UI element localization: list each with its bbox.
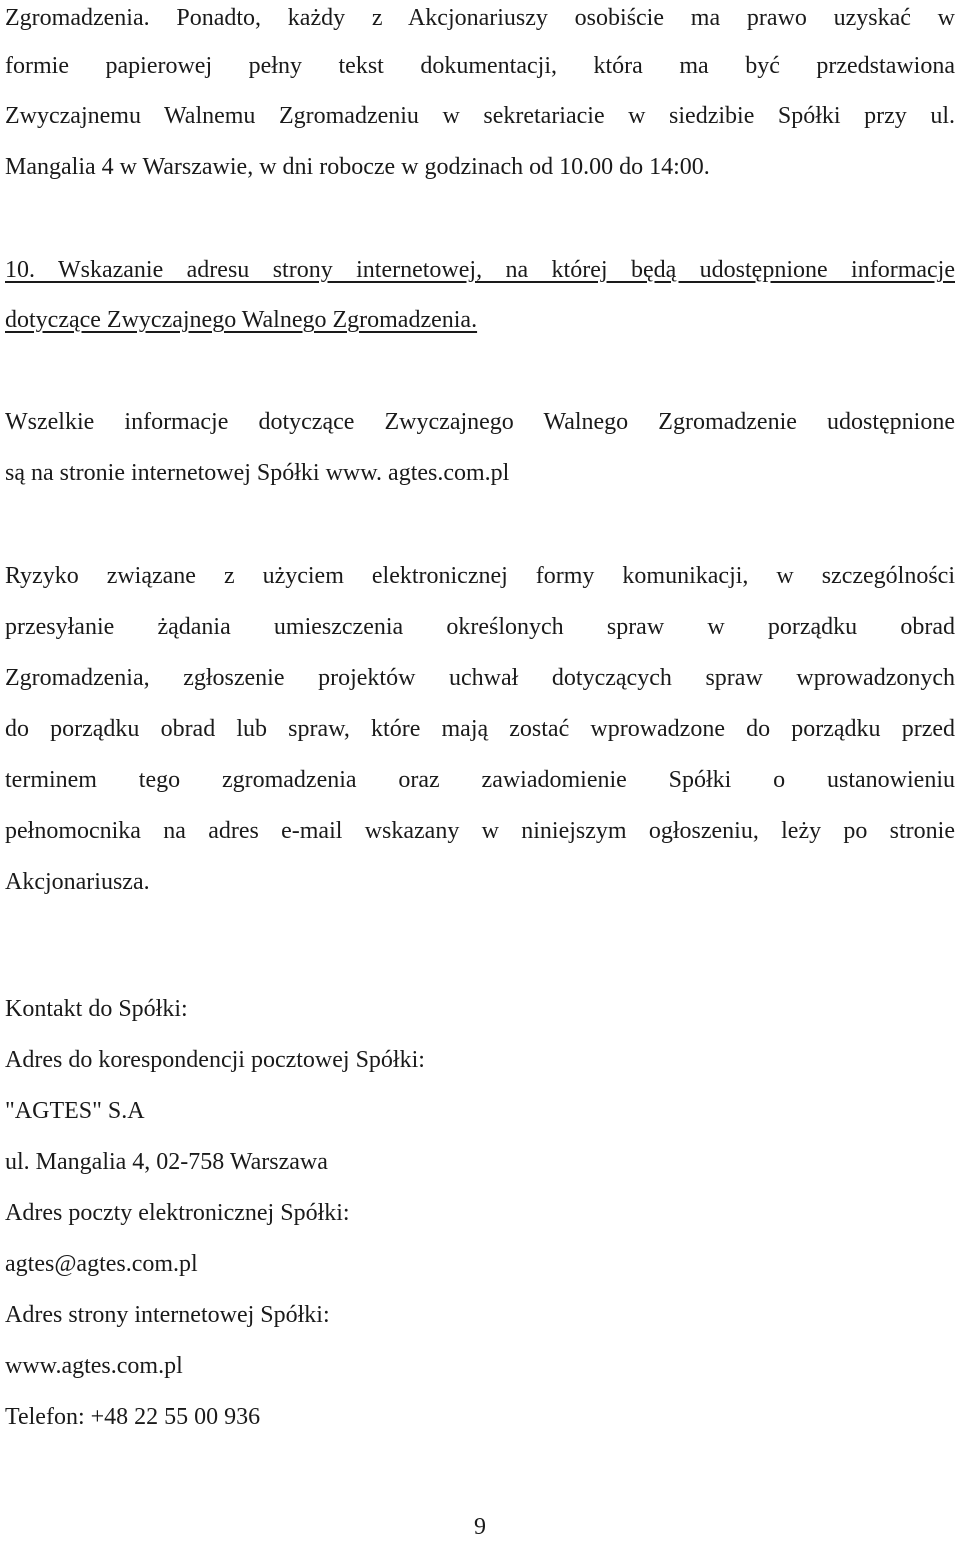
risk-line-3: Zgromadzenia, zgłoszenie projektów uchwał dotyczących spraw wprowadzonych <box>5 665 955 691</box>
contact-title: Kontakt do Spółki: <box>5 996 188 1022</box>
intro-line-4: Mangalia 4 w Warszawie, w dni robocze w godzinach od 10.00 do 14:00. <box>5 154 710 180</box>
page-number: 9 <box>474 1514 486 1540</box>
risk-line-5: terminem tego zgromadzenia oraz zawiadomienie Spółki o ustanowieniu <box>5 767 955 793</box>
postal-address-label: Adres do korespondencji pocztowej Spółki: <box>5 1047 425 1073</box>
email-label: Adres poczty elektronicznej Spółki: <box>5 1200 350 1226</box>
section-10-heading-line-1: 10. Wskazanie adresu strony internetowej, na której będą udostępnione informacje <box>5 257 955 283</box>
risk-line-2: przesyłanie żądania umieszczenia określonych spraw w porządku obrad <box>5 614 955 640</box>
risk-line-4: do porządku obrad lub spraw, które mają zostać wprowadzone do porządku przed <box>5 716 955 742</box>
section-10-heading-line-2: dotyczące Zwyczajnego Walnego Zgromadzenia. <box>5 307 478 333</box>
company-name: "AGTES" S.A <box>5 1098 145 1124</box>
risk-line-6: pełnomocnika na adres e-mail wskazany w niniejszym ogłoszeniu, leży po stronie <box>5 818 955 844</box>
street-address: ul. Mangalia 4, 02-758 Warszawa <box>5 1149 328 1175</box>
email-address: agtes@agtes.com.pl <box>5 1251 198 1277</box>
intro-line-1: Zgromadzenia. Ponadto, każdy z Akcjonariuszy osobiście ma prawo uzyskać w <box>5 5 955 31</box>
intro-line-2: formie papierowej pełny tekst dokumentacji, która ma być przedstawiona <box>5 53 955 79</box>
website-label: Adres strony internetowej Spółki: <box>5 1302 330 1328</box>
risk-line-7: Akcjonariusza. <box>5 869 150 895</box>
section-10-body-line-2: są na stronie internetowej Spółki www. agtes.com.pl <box>5 460 510 486</box>
website-address: www.agtes.com.pl <box>5 1353 183 1379</box>
phone-number: Telefon: +48 22 55 00 936 <box>5 1404 261 1430</box>
risk-line-1: Ryzyko związane z użyciem elektronicznej formy komunikacji, w szczególności <box>5 563 955 589</box>
section-10-body-line-1: Wszelkie informacje dotyczące Zwyczajnego Walnego Zgromadzenie udostępnione <box>5 409 955 435</box>
intro-line-3: Zwyczajnemu Walnemu Zgromadzeniu w sekretariacie w siedzibie Spółki przy ul. <box>5 103 955 129</box>
